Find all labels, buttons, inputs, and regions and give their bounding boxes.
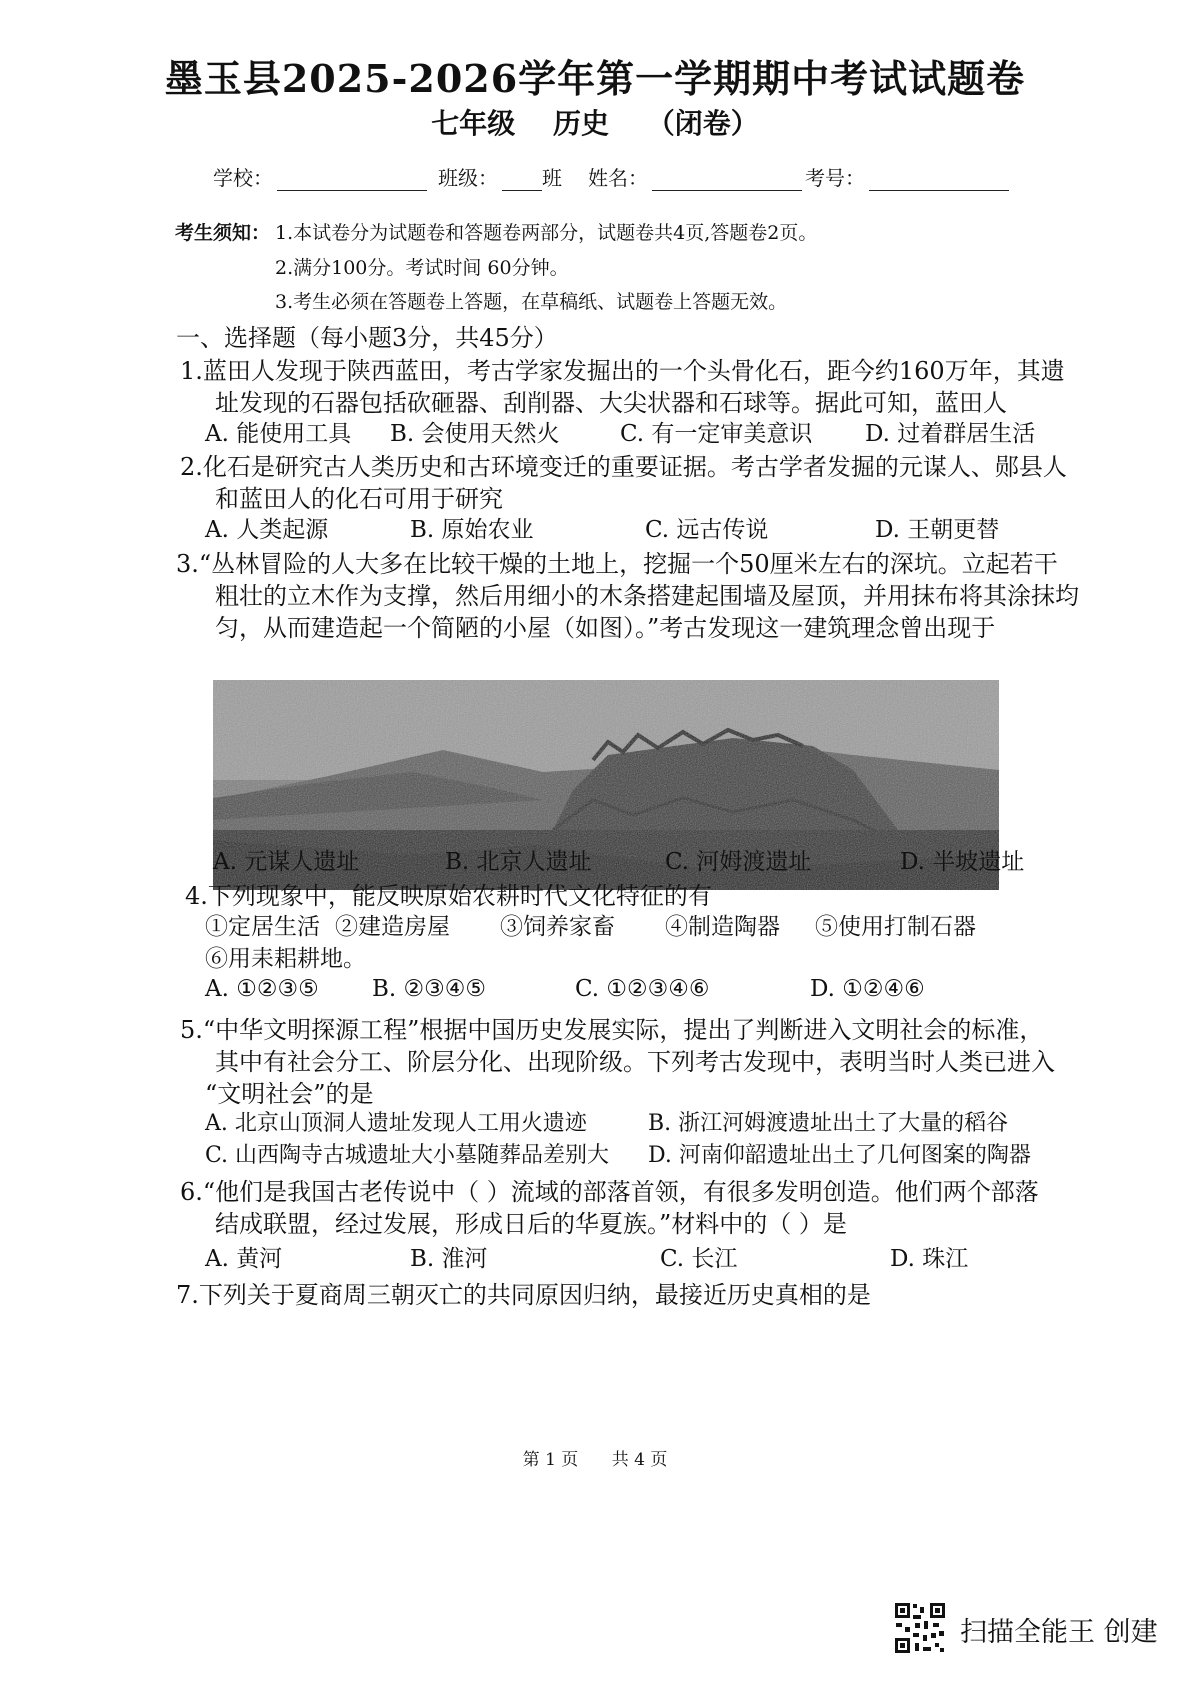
q6-option-b: B. 淮河 (410, 1246, 488, 1272)
q4-option-b: B. ②③④⑤ (372, 976, 487, 1002)
subject: 历史 (552, 107, 609, 140)
class-suffix: 班 (542, 166, 562, 190)
school-label: 学校： (213, 166, 273, 190)
scanner-watermark: 扫描全能王 创建 (960, 1617, 1158, 1648)
name-field (588, 162, 802, 191)
q4-line-1: 4.下列现象中，能反映原始农耕时代文化特征的有 (185, 882, 712, 910)
q2-line-1: 2.化石是研究古人类历史和古环境变迁的重要证据。考古学者发掘的元谋人、郧县人 (180, 453, 1067, 481)
q4-item-5: ⑤使用打制石器 (815, 914, 976, 940)
q3-line-1: 3.“丛林冒险的人大多在比较干燥的土地上，挖掘一个50厘米左右的深坑。立起若干 (176, 550, 1058, 578)
exam-no-label: 考号： (805, 166, 865, 190)
q4-option-d: D. ①②④⑥ (810, 976, 925, 1002)
q3-option-a: A. 元谋人遗址 (213, 849, 360, 875)
notice-item-1: 1.本试卷分为试题卷和答题卷两部分，试题卷共4页,答题卷2页。 (275, 222, 818, 244)
q4-option-a: A. ①②③⑤ (205, 976, 319, 1002)
exam-mode: （闭卷） (646, 107, 759, 140)
q6-option-c: C. 长江 (660, 1246, 738, 1272)
q4-item-6: ⑥用耒耜耕地。 (205, 946, 366, 972)
class-field (438, 162, 562, 191)
q4-item-2: ②建造房屋 (335, 914, 450, 940)
school-field (213, 162, 427, 191)
notice-label: 考生须知： (175, 222, 271, 244)
q5-option-d: D. 河南仰韶遗址出土了几何图案的陶器 (648, 1143, 1031, 1168)
q6-line-1: 6.“他们是我国古老传说中（ ）流域的部落首领，有很多发明创造。他们两个部落 (180, 1178, 1039, 1206)
q1-line-1: 1.蓝田人发现于陕西蓝田，考古学家发掘出的一个头骨化石，距今约160万年，其遗 (180, 357, 1065, 385)
q3-option-c: C. 河姆渡遗址 (665, 849, 812, 875)
q6-option-a: A. 黄河 (205, 1246, 283, 1272)
exam-no-blank (869, 170, 1009, 191)
q5-line-3: “文明社会”的是 (205, 1080, 374, 1108)
q6-option-d: D. 珠江 (890, 1246, 969, 1272)
section-heading: 一、选择题（每小题3分，共45分） (176, 324, 558, 352)
q6-line-2: 结成联盟，经过发展，形成日后的华夏族。”材料中的（ ）是 (215, 1210, 847, 1238)
q5-option-b: B. 浙江河姆渡遗址出土了大量的稻谷 (648, 1111, 1009, 1136)
q3-line-2: 粗壮的立木作为支撑，然后用细小的木条搭建起围墙及屋顶，并用抹布将其涂抹均 (215, 582, 1079, 610)
q1-option-b: B. 会使用天然火 (390, 421, 560, 447)
page-footer (0, 1445, 1190, 1470)
name-label: 姓名： (588, 166, 648, 190)
q4-item-3: ③饲养家畜 (500, 914, 615, 940)
q7-line-1: 7.下列关于夏商周三朝灭亡的共同原因归纳，最接近历史真相的是 (176, 1281, 871, 1309)
exam-no-field (805, 162, 1009, 191)
notice-item-2: 2.满分100分。考试时间 60分钟。 (275, 257, 569, 279)
q2-option-c: C. 远古传说 (645, 517, 769, 543)
exam-title: 墨玉县2025-2026学年第一学期期中考试试题卷 (164, 56, 1026, 101)
q2-line-2: 和蓝田人的化石可用于研究 (215, 485, 503, 513)
q1-option-a: A. 能使用工具 (205, 421, 352, 447)
q5-option-a: A. 北京山顶洞人遗址发现人工用火遗迹 (205, 1111, 587, 1136)
q3-option-d: D. 半坡遗址 (900, 849, 1025, 875)
notice-item-3: 3.考生必须在答题卷上答题，在草稿纸、试题卷上答题无效。 (275, 291, 788, 313)
q2-option-b: B. 原始农业 (410, 517, 534, 543)
page-number: 第 1 页 (522, 1450, 579, 1470)
q2-option-d: D. 王朝更替 (875, 517, 1000, 543)
q1-line-2: 址发现的石器包括砍砸器、刮削器、大尖状器和石球等。据此可知，蓝田人 (215, 389, 1007, 417)
grade: 七年级 (431, 107, 516, 140)
class-blank (502, 170, 542, 191)
q5-line-1: 5.“中华文明探源工程”根据中国历史发展实际，提出了判断进入文明社会的标准， (180, 1016, 1044, 1044)
q3-option-b: B. 北京人遗址 (445, 849, 592, 875)
qr-code-icon (893, 1601, 947, 1655)
q4-item-4: ④制造陶器 (665, 914, 780, 940)
q4-option-c: C. ①②③④⑥ (575, 976, 710, 1002)
page-total: 共 4 页 (611, 1450, 668, 1470)
q1-option-c: C. 有一定审美意识 (620, 421, 813, 447)
class-label: 班级： (438, 166, 498, 190)
q4-item-1: ①定居生活 (205, 914, 320, 940)
q3-line-3: 匀，从而建造起一个简陋的小屋（如图）。”考古发现这一建筑理念曾出现于 (215, 614, 996, 642)
q5-line-2: 其中有社会分工、阶层分化、出现阶级。下列考古发现中，表明当时人类已进入 (215, 1048, 1055, 1076)
q5-option-c: C. 山西陶寺古城遗址大小墓随葬品差别大 (205, 1143, 610, 1168)
exam-subtitle (0, 102, 1190, 142)
name-blank (652, 170, 802, 191)
q1-option-d: D. 过着群居生活 (865, 421, 1036, 447)
q2-option-a: A. 人类起源 (205, 517, 329, 543)
school-blank (277, 170, 427, 191)
